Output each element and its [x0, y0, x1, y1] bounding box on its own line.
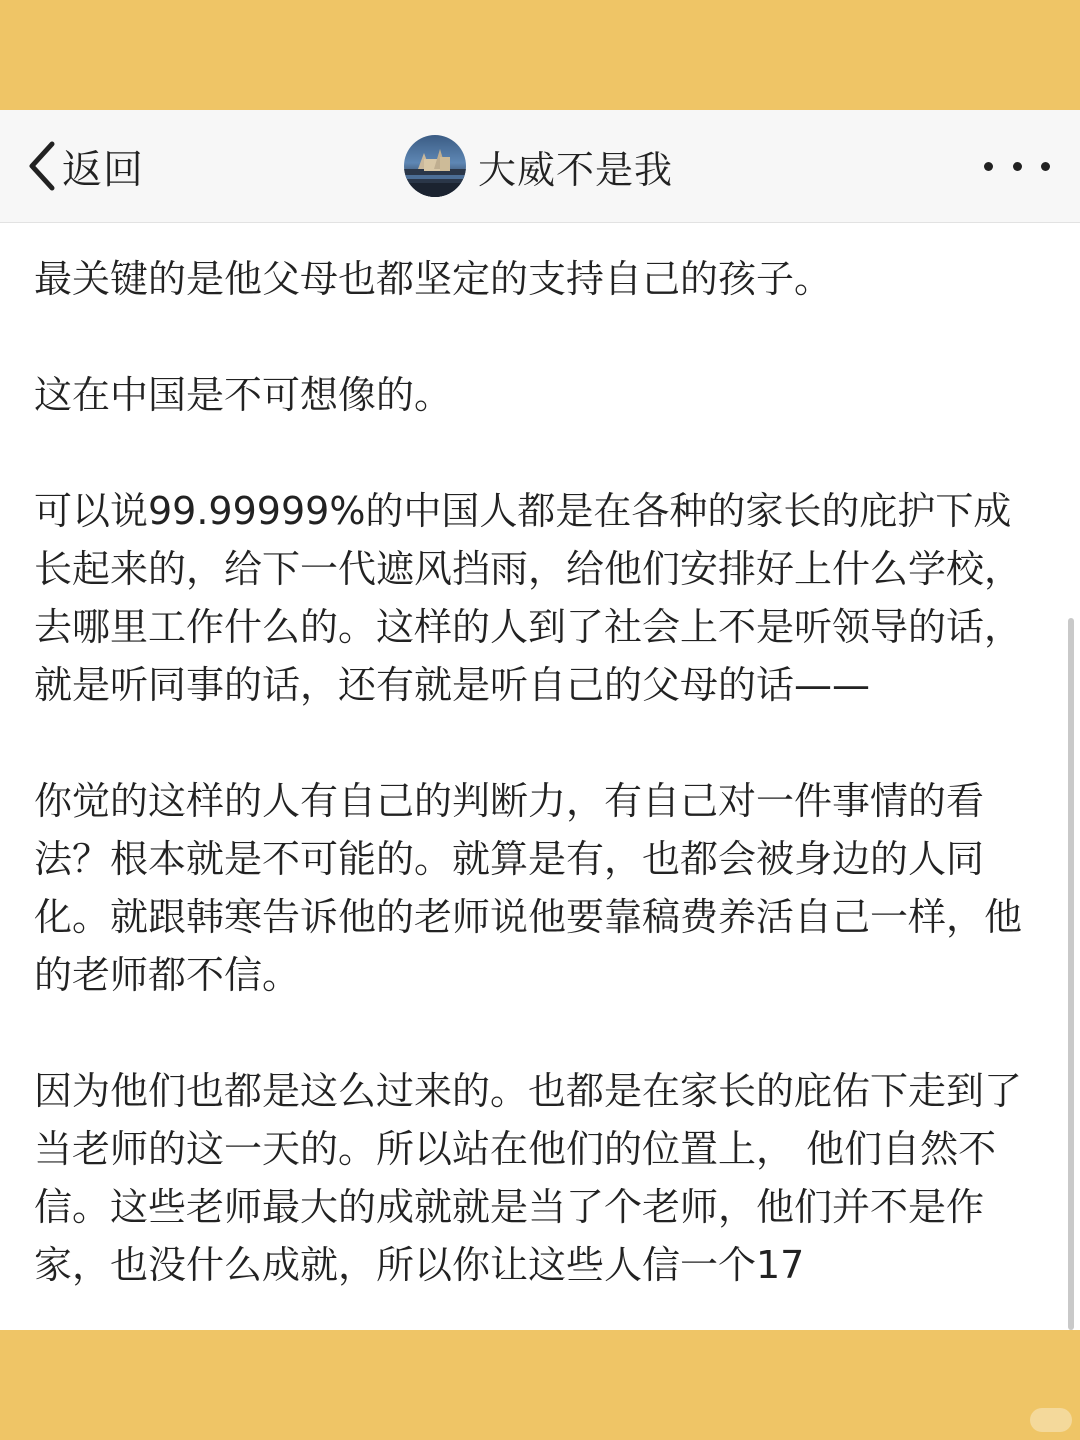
profile-title[interactable]: [404, 134, 673, 198]
article-paragraph: 可以说99.99999%的中国人都是在各种的家长的庇护下成长起来的，给下一代遮风挡雨，给他们安排好上什么学校，去哪里工作什么的。这样的人到了社会上不是听领导的话，就是听同事的话，还有就是听自己的父母的话——: [34, 489, 1023, 707]
more-dot: [1013, 162, 1022, 171]
avatar[interactable]: [404, 135, 466, 197]
navigation-bar: [0, 110, 1080, 223]
more-dot: [1041, 162, 1050, 171]
article-paragraph: 因为他们也都是这么过来的。也都是在家长的庇佑下走到了当老师的这一天的。所以站在他们的位置上， 他们自然不信。这些老师最大的成就就是当了个老师，他们并不是作家，也没什么成就，所以你让这些人信一个17: [34, 1069, 1023, 1287]
chevron-left-icon: [24, 140, 60, 192]
article-paragraph: 最关键的是他父母也都坚定的支持自己的孩子。: [34, 257, 833, 301]
back-label: 返回: [62, 146, 144, 193]
avatar-icon: [404, 135, 466, 197]
back-button[interactable]: [24, 138, 144, 194]
scrollbar[interactable]: [1068, 618, 1074, 1330]
more-button[interactable]: [984, 148, 1050, 184]
more-horizontal-icon: [984, 162, 993, 171]
article-paragraph: 你觉的这样的人有自己的判断力，有自己对一件事情的看法？根本就是不可能的。就算是有，也都会被身边的人同化。就跟韩寒告诉他的老师说他要靠稿费养活自己一样，他的老师都不信。: [34, 779, 1023, 997]
watermark-badge: [1030, 1408, 1072, 1432]
bottom-color-band: [0, 1330, 1080, 1440]
phone-screen: [0, 110, 1080, 1330]
article-paragraph: 这在中国是不可想像的。: [34, 373, 453, 417]
page-title: 大威不是我: [478, 147, 674, 192]
article-body: [34, 250, 1044, 1330]
top-color-band: [0, 0, 1080, 110]
